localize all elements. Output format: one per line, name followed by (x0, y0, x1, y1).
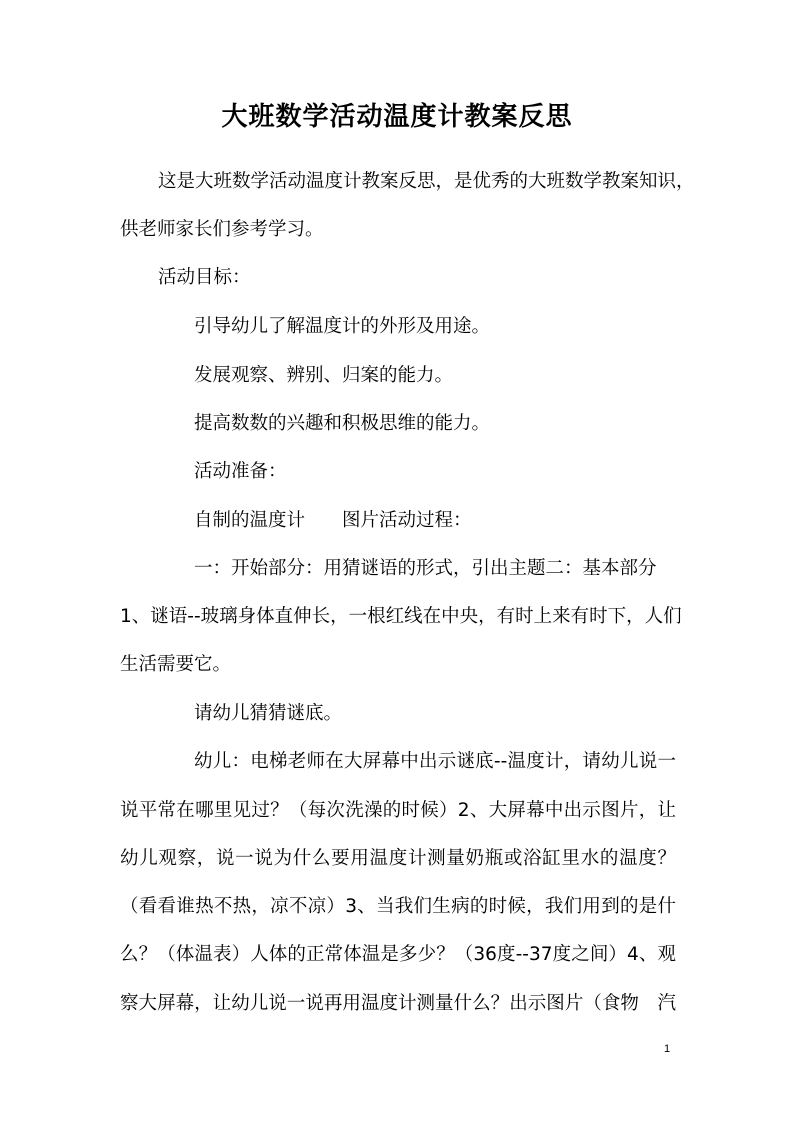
paragraph-line: 自制的温度计 图片活动过程： (194, 510, 472, 531)
section-heading: 活动准备： (194, 461, 287, 482)
document-title: 大班数学活动温度计教案反思 (221, 102, 573, 132)
paragraph-line: 么？（体温表）人体的正常体温是多少？（36度--37度之间）4、观 (120, 944, 676, 965)
paragraph-line: 说平常在哪里见过？（每次洗澡的时候）2、大屏幕中出示图片，让 (120, 800, 676, 821)
paragraph-line: 幼儿观察，说一说为什么要用温度计测量奶瓶或浴缸里水的温度？ (120, 848, 676, 869)
paragraph-line: 供老师家长们参考学习。 (120, 219, 324, 240)
paragraph-line: 生活需要它。 (120, 654, 232, 675)
paragraph-line: 察大屏幕，让幼儿说一说再用温度计测量什么？出示图片（食物 汽 (120, 993, 676, 1014)
paragraph-line: 一：开始部分：用猜谜语的形式，引出主题二：基本部分 (194, 558, 657, 579)
section-heading: 活动目标： (158, 267, 251, 288)
page-number: 1 (664, 1043, 671, 1055)
paragraph-line: （看看谁热不热，凉不凉）3、当我们生病的时候，我们用到的是什 (120, 896, 676, 917)
list-item: 引导幼儿了解温度计的外形及用途。 (194, 316, 491, 337)
list-item: 提高数数的兴趣和积极思维的能力。 (194, 413, 491, 434)
list-item: 发展观察、辨别、归案的能力。 (194, 365, 454, 386)
paragraph-line: 1、谜语--玻璃身体直伸长，一根红线在中央，有时上来有时下，人们 (120, 606, 682, 627)
paragraph-line: 这是大班数学活动温度计教案反思，是优秀的大班数学教案知识， (158, 171, 695, 192)
paragraph-line: 幼儿：电梯老师在大屏幕中出示谜底--温度计，请幼儿说一 (194, 751, 676, 772)
paragraph-line: 请幼儿猜猜谜底。 (194, 703, 343, 724)
